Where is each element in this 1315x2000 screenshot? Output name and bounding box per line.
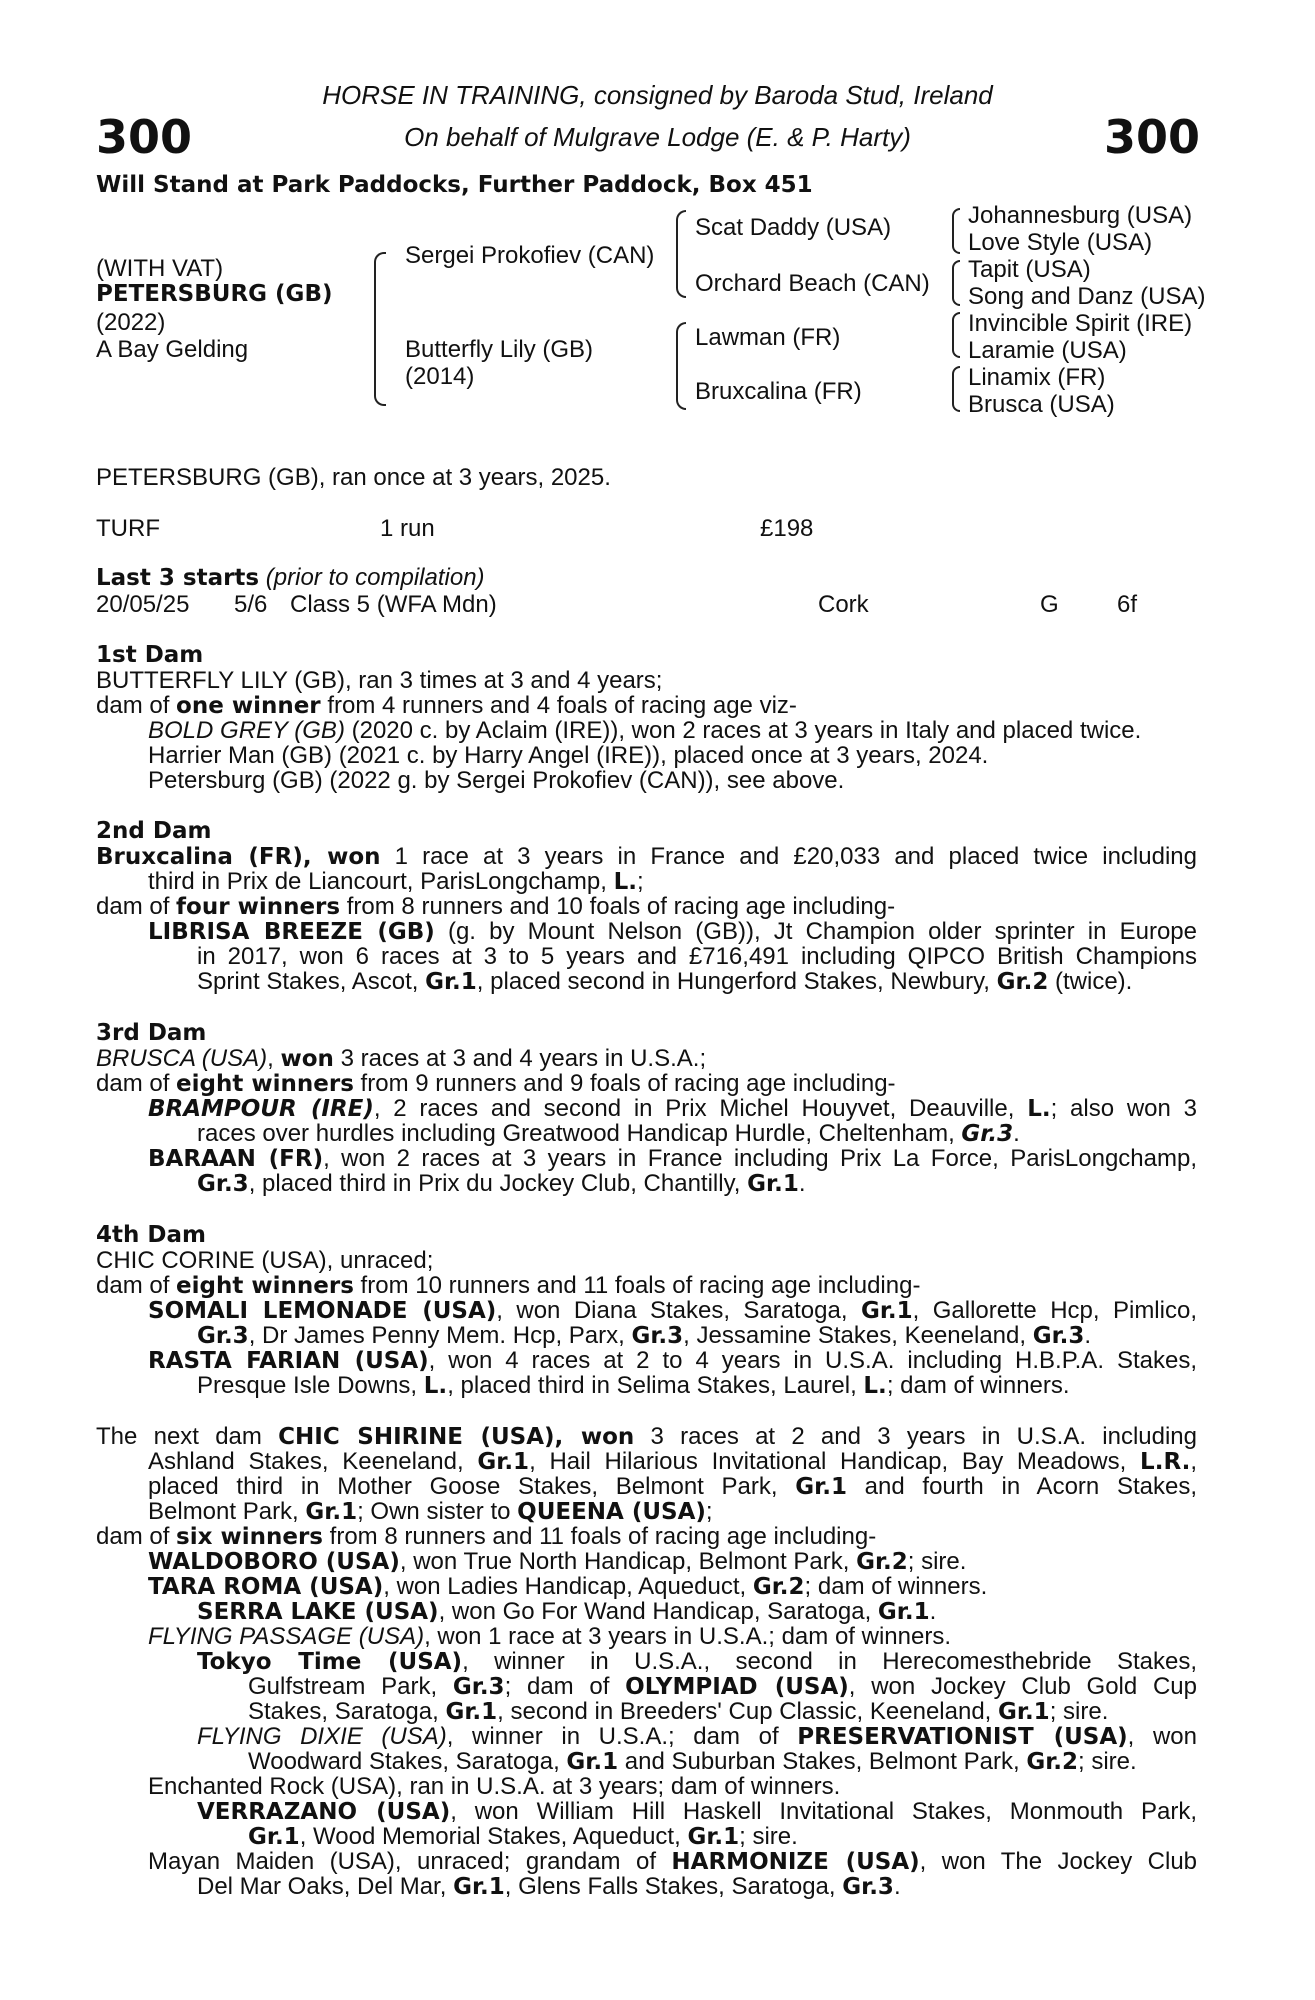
dam-dam: Bruxcalina (FR) <box>695 378 862 405</box>
text: placed third in Mother Goose Stakes, Belmont Park, <box>148 1473 796 1500</box>
text: 3 races at 2 and 3 years in U.S.A. including <box>634 1423 1198 1450</box>
next-dam-produce: Enchanted Rock (USA), ran in U.S.A. at 3 years; dam of winners. <box>148 1773 841 1800</box>
next-dam-produce <box>148 1549 966 1575</box>
text: , Hail Hilarious Invitational Handicap, Bay Meadows, <box>529 1448 1141 1475</box>
text: Ashland Stakes, Keeneland, <box>148 1448 478 1475</box>
dam-sire: Lawman (FR) <box>695 324 841 351</box>
next-dam-line <box>148 1474 1197 1500</box>
next-dam-produce <box>197 1799 1197 1825</box>
grade: Gr.2 <box>1026 1749 1079 1775</box>
text: , Wood Memorial Stakes, Aqueduct, <box>299 1823 688 1850</box>
text: , won True North Handicap, Belmont Park, <box>399 1548 857 1575</box>
text: Del Mar Oaks, Del Mar, <box>197 1873 454 1900</box>
grade: Gr.2 <box>856 1549 908 1575</box>
text: . <box>929 1598 937 1625</box>
text-bold: won <box>280 1046 334 1072</box>
text: . <box>1013 1120 1020 1147</box>
produce-name: BOLD GREY (GB) <box>148 717 345 744</box>
produce-name: QUEENA (USA) <box>517 1499 706 1525</box>
produce-name: SOMALI LEMONADE (USA) <box>148 1298 497 1324</box>
text-bold: eight winners <box>176 1071 354 1097</box>
dam4-line: CHIC CORINE (USA), unraced; <box>96 1247 434 1274</box>
last-starts-title: Last 3 starts <box>96 565 260 591</box>
next-dam-produce <box>148 1624 951 1649</box>
gsire-4: Song and Danz (USA) <box>968 283 1206 310</box>
text: dam of <box>96 692 177 719</box>
last-starts-note: (prior to compilation) <box>265 564 485 591</box>
dam1-line <box>96 693 797 719</box>
grade: Gr.3 <box>197 1323 249 1349</box>
next-dam-produce <box>148 1574 987 1600</box>
dam2-produce <box>148 919 1197 945</box>
grade: Gr.1 <box>305 1499 358 1525</box>
grade: Gr.1 <box>860 1298 913 1324</box>
lot-number-right: 300 <box>1103 110 1200 164</box>
grade: Gr.2 <box>752 1574 805 1600</box>
produce-name: TARA ROMA (USA) <box>148 1574 384 1600</box>
brace-g3 <box>952 312 960 358</box>
produce-name: WALDOBORO (USA) <box>148 1549 400 1575</box>
produce-name: SERRA LAKE (USA) <box>197 1599 439 1625</box>
dam3-produce <box>197 1121 1020 1147</box>
text: from 4 runners and 4 foals of racing age viz- <box>320 692 797 719</box>
text-bold: four winners <box>176 894 341 920</box>
last-starts-heading <box>96 564 485 592</box>
stable-location: Will Stand at Park Paddocks, Further Paddock, Box 451 <box>96 172 813 198</box>
produce-name: LIBRISA BREEZE (GB) <box>148 919 435 945</box>
brace-dam <box>676 322 686 410</box>
dam4-line <box>96 1273 920 1299</box>
next-dam-produce <box>197 1599 936 1625</box>
dam2-line <box>96 844 1197 870</box>
turf-earnings: £198 <box>760 515 814 542</box>
produce-name: FLYING DIXIE (USA) <box>197 1723 447 1750</box>
gsire-6: Laramie (USA) <box>968 337 1127 364</box>
grade: Gr.1 <box>795 1474 847 1500</box>
text: from 10 runners and 11 foals of racing age including- <box>353 1272 921 1299</box>
text: Stakes, Saratoga, <box>248 1698 446 1725</box>
text: , placed third in Selima Stakes, Laurel, <box>447 1372 864 1399</box>
produce-name: VERRAZANO (USA) <box>197 1799 451 1825</box>
text: , won Ladies Handicap, Aqueduct, <box>383 1573 753 1600</box>
race-summary: PETERSBURG (GB), ran once at 3 years, 2025. <box>96 464 611 491</box>
third-dam-heading: 3rd Dam <box>96 1020 207 1046</box>
text: Belmont Park, <box>148 1498 306 1525</box>
dam2-produce <box>197 969 1132 995</box>
brace-gen1 <box>374 252 386 406</box>
text: , second in Breeders' Cup Classic, Keeneland, <box>497 1698 998 1725</box>
dam-name: CHIC SHIRINE (USA), won <box>278 1424 635 1450</box>
text: , won 2 races at 3 years in France including Prix La Force, ParisLongchamp, <box>323 1145 1198 1172</box>
text: , won 4 races at 2 to 4 years in U.S.A. including H.B.P.A. Stakes, <box>428 1347 1197 1374</box>
dam3-produce <box>148 1096 1197 1122</box>
next-dam-line <box>96 1524 876 1550</box>
grade: Gr.3 <box>961 1121 1014 1147</box>
sire-dam: Orchard Beach (CAN) <box>695 270 930 297</box>
grade: Gr.1 <box>477 1449 530 1475</box>
text: third in Prix de Liancourt, ParisLongchamp, <box>148 868 614 895</box>
text: . <box>893 1873 901 1900</box>
text: , won Diana Stakes, Saratoga, <box>496 1297 861 1324</box>
turf-surface: TURF <box>96 515 160 542</box>
produce-name: RASTA FARIAN (USA) <box>148 1348 429 1374</box>
gsire-1: Johannesburg (USA) <box>968 202 1193 229</box>
text: , won William Hill Haskell Invitational Stakes, Monmouth Park, <box>450 1798 1197 1825</box>
text: ; sire. <box>1049 1698 1109 1725</box>
text: and fourth in Acorn Stakes, <box>846 1473 1198 1500</box>
horse-name: PETERSBURG (GB) <box>96 281 333 307</box>
grade: L. <box>1027 1096 1051 1122</box>
produce-name: PRESERVATIONIST (USA) <box>797 1724 1128 1750</box>
text-bold: one winner <box>176 693 321 719</box>
text: from 8 runners and 11 foals of racing age including- <box>322 1523 877 1550</box>
text: from 9 runners and 9 foals of racing age including- <box>353 1070 896 1097</box>
text: Presque Isle Downs, <box>197 1372 424 1399</box>
dam3-line <box>96 1071 896 1097</box>
text-bold: eight winners <box>176 1273 354 1299</box>
dam4-produce <box>197 1323 1091 1349</box>
text: ; <box>636 868 644 895</box>
grade: Gr.3 <box>842 1874 894 1900</box>
text: and Suburban Stakes, Belmont Park, <box>618 1748 1027 1775</box>
brace-g2 <box>952 260 960 306</box>
text: , Glens Falls Stakes, Saratoga, <box>504 1873 843 1900</box>
text: (2020 c. by Aclaim (IRE)), won 2 races at 3 years in Italy and placed twice. <box>344 717 1142 744</box>
dam-name: Bruxcalina (FR), won <box>96 844 381 870</box>
sire: Sergei Prokofiev (CAN) <box>405 242 655 269</box>
text: , Gallorette Hcp, Pimlico, <box>912 1297 1197 1324</box>
text: , 2 races and second in Prix Michel Houyvet, Deauville, <box>373 1095 1028 1122</box>
brace-g1 <box>952 208 960 254</box>
text: , placed third in Prix du Jockey Club, Chantilly, <box>248 1170 748 1197</box>
text: Woodward Stakes, Saratoga, <box>248 1748 567 1775</box>
text: 1 race at 3 years in France and £20,033 and placed twice including <box>380 843 1197 870</box>
second-dam-heading: 2nd Dam <box>96 818 212 844</box>
dam1-produce: Petersburg (GB) (2022 g. by Sergei Prokofiev (CAN)), see above. <box>148 767 845 794</box>
text: from 8 runners and 10 foals of racing age including- <box>340 893 896 920</box>
dam1-line: BUTTERFLY LILY (GB), ran 3 times at 3 and 4 years; <box>96 667 663 694</box>
start-date: 20/05/25 <box>96 591 190 618</box>
grade: L. <box>423 1373 448 1399</box>
text: , placed second in Hungerford Stakes, Newbury, <box>476 968 997 995</box>
text: ; Own sister to <box>357 1498 518 1525</box>
text: (g. by Mount Nelson (GB)), Jt Champion older sprinter in Europe <box>434 918 1197 945</box>
vat-note: (WITH VAT) <box>96 255 224 282</box>
text: . <box>1084 1322 1092 1349</box>
dam4-produce <box>148 1298 1197 1324</box>
first-dam-heading: 1st Dam <box>96 642 204 668</box>
grade: L.R. <box>1140 1449 1191 1475</box>
dam1-produce <box>148 718 1141 743</box>
consignor-line: On behalf of Mulgrave Lodge (E. & P. Harty) <box>404 122 911 152</box>
next-dam-produce <box>248 1674 1197 1700</box>
start-going: G <box>1040 591 1059 618</box>
text: , won Go For Wand Handicap, Saratoga, <box>438 1598 878 1625</box>
grade: Gr.1 <box>445 1699 498 1725</box>
grade: Gr.3 <box>197 1171 249 1197</box>
text: The next dam <box>96 1423 279 1450</box>
text: dam of <box>96 1523 177 1550</box>
text: ; also won 3 <box>1050 1095 1197 1122</box>
text: ; dam of winners. <box>886 1372 1070 1399</box>
gsire-2: Love Style (USA) <box>968 229 1153 256</box>
text: dam of <box>96 1070 177 1097</box>
dam3-produce <box>148 1146 1197 1172</box>
brace-g4 <box>952 366 960 412</box>
dam2-line <box>148 869 644 895</box>
next-dam-line <box>148 1499 713 1525</box>
next-dam-produce <box>248 1749 1137 1775</box>
fourth-dam-heading: 4th Dam <box>96 1222 206 1248</box>
next-dam-line <box>148 1449 1197 1475</box>
text: , Dr James Penny Mem. Hcp, Parx, <box>248 1322 632 1349</box>
text: , <box>1190 1448 1197 1475</box>
produce-name: Tokyo Time (USA) <box>197 1649 463 1675</box>
produce-name: OLYMPIAD (USA) <box>625 1674 849 1700</box>
grade: Gr.1 <box>877 1599 930 1625</box>
next-dam-produce <box>197 1874 901 1900</box>
next-dam-produce <box>197 1724 1197 1750</box>
start-race: Class 5 (WFA Mdn) <box>290 591 497 618</box>
text: , won The Jockey Club <box>919 1848 1198 1875</box>
text: ; sire. <box>1078 1748 1137 1775</box>
dam3-produce <box>197 1171 806 1197</box>
grade: Gr.3 <box>631 1323 684 1349</box>
horse-year: (2022) <box>96 309 166 336</box>
produce-name: BRAMPOUR (IRE) <box>148 1096 374 1122</box>
next-dam-produce <box>248 1824 798 1850</box>
text: 3 races at 3 and 4 years in U.S.A.; <box>333 1045 707 1072</box>
text: ; dam of <box>504 1673 626 1700</box>
grade: Gr.1 <box>747 1171 799 1197</box>
next-dam-produce <box>197 1649 1197 1675</box>
grade: L. <box>863 1373 887 1399</box>
brace-sire <box>676 210 686 298</box>
text: ; sire. <box>907 1548 967 1575</box>
gsire-8: Brusca (USA) <box>968 391 1115 418</box>
produce-name: BARAAN (FR) <box>148 1146 324 1172</box>
dam4-produce <box>197 1373 1070 1399</box>
text: Sprint Stakes, Ascot, <box>197 968 426 995</box>
text: , won Jockey Club Gold Cup <box>848 1673 1197 1700</box>
start-distance: 6f <box>1117 591 1138 618</box>
text: , won 1 race at 3 years in U.S.A.; dam of winners. <box>424 1623 951 1650</box>
dam1-produce: Harrier Man (GB) (2021 c. by Harry Angel (IRE)), placed once at 3 years, 2024. <box>148 742 989 769</box>
gsire-3: Tapit (USA) <box>968 256 1091 283</box>
grade: Gr.1 <box>425 969 477 995</box>
grade: Gr.2 <box>996 969 1049 995</box>
text: ; sire. <box>739 1823 798 1850</box>
grade: Gr.1 <box>453 1874 505 1900</box>
text-bold: six winners <box>176 1524 323 1550</box>
text: , winner in U.S.A.; dam of <box>446 1723 798 1750</box>
dam-name: BRUSCA (USA) <box>96 1045 268 1072</box>
next-dam-produce <box>248 1699 1108 1725</box>
gsire-7: Linamix (FR) <box>968 364 1106 391</box>
dam4-produce <box>148 1348 1197 1374</box>
produce-name: FLYING PASSAGE (USA) <box>148 1623 425 1650</box>
consignment-line: HORSE IN TRAINING, consigned by Baroda Stud, Ireland <box>322 80 993 110</box>
text: Gulfstream Park, <box>248 1673 453 1700</box>
produce-name: HARMONIZE (USA) <box>671 1849 920 1875</box>
grade: Gr.1 <box>687 1824 740 1850</box>
grade: Gr.1 <box>998 1699 1050 1725</box>
sire-sire: Scat Daddy (USA) <box>695 214 892 241</box>
next-dam-line <box>96 1424 1197 1450</box>
dam: Butterfly Lily (GB) <box>405 336 594 363</box>
text: (twice). <box>1048 968 1133 995</box>
text: , <box>267 1045 281 1072</box>
text: . <box>798 1170 806 1197</box>
start-position: 5/6 <box>234 591 268 618</box>
dam3-line <box>96 1046 706 1072</box>
text: dam of <box>96 1272 177 1299</box>
text: Mayan Maiden (USA), unraced; grandam of <box>148 1848 672 1875</box>
grade: Gr.3 <box>452 1674 505 1700</box>
grade: Gr.1 <box>566 1749 619 1775</box>
text: races over hurdles including Greatwood Handicap Hurdle, Cheltenham, <box>197 1120 962 1147</box>
dam2-line <box>96 894 895 920</box>
grade: Gr.1 <box>248 1824 300 1850</box>
next-dam-produce <box>148 1849 1197 1875</box>
text: ; <box>705 1498 713 1525</box>
horse-description: A Bay Gelding <box>96 336 249 363</box>
text: , won <box>1127 1723 1197 1750</box>
grade: L. <box>613 869 637 895</box>
text: , winner in U.S.A., second in Herecomesthebride Stakes, <box>462 1648 1197 1675</box>
text: , Jessamine Stakes, Keeneland, <box>683 1322 1033 1349</box>
lot-number-left: 300 <box>96 110 193 164</box>
dam2-produce: in 2017, won 6 races at 3 to 5 years and £716,491 including QIPCO British Champions <box>197 943 1197 970</box>
dam-year: (2014) <box>405 363 475 390</box>
text: ; dam of winners. <box>804 1573 988 1600</box>
grade: Gr.3 <box>1032 1323 1085 1349</box>
turf-runs: 1 run <box>380 515 435 542</box>
start-course: Cork <box>818 591 869 618</box>
text: dam of <box>96 893 177 920</box>
gsire-5: Invincible Spirit (IRE) <box>968 310 1193 337</box>
